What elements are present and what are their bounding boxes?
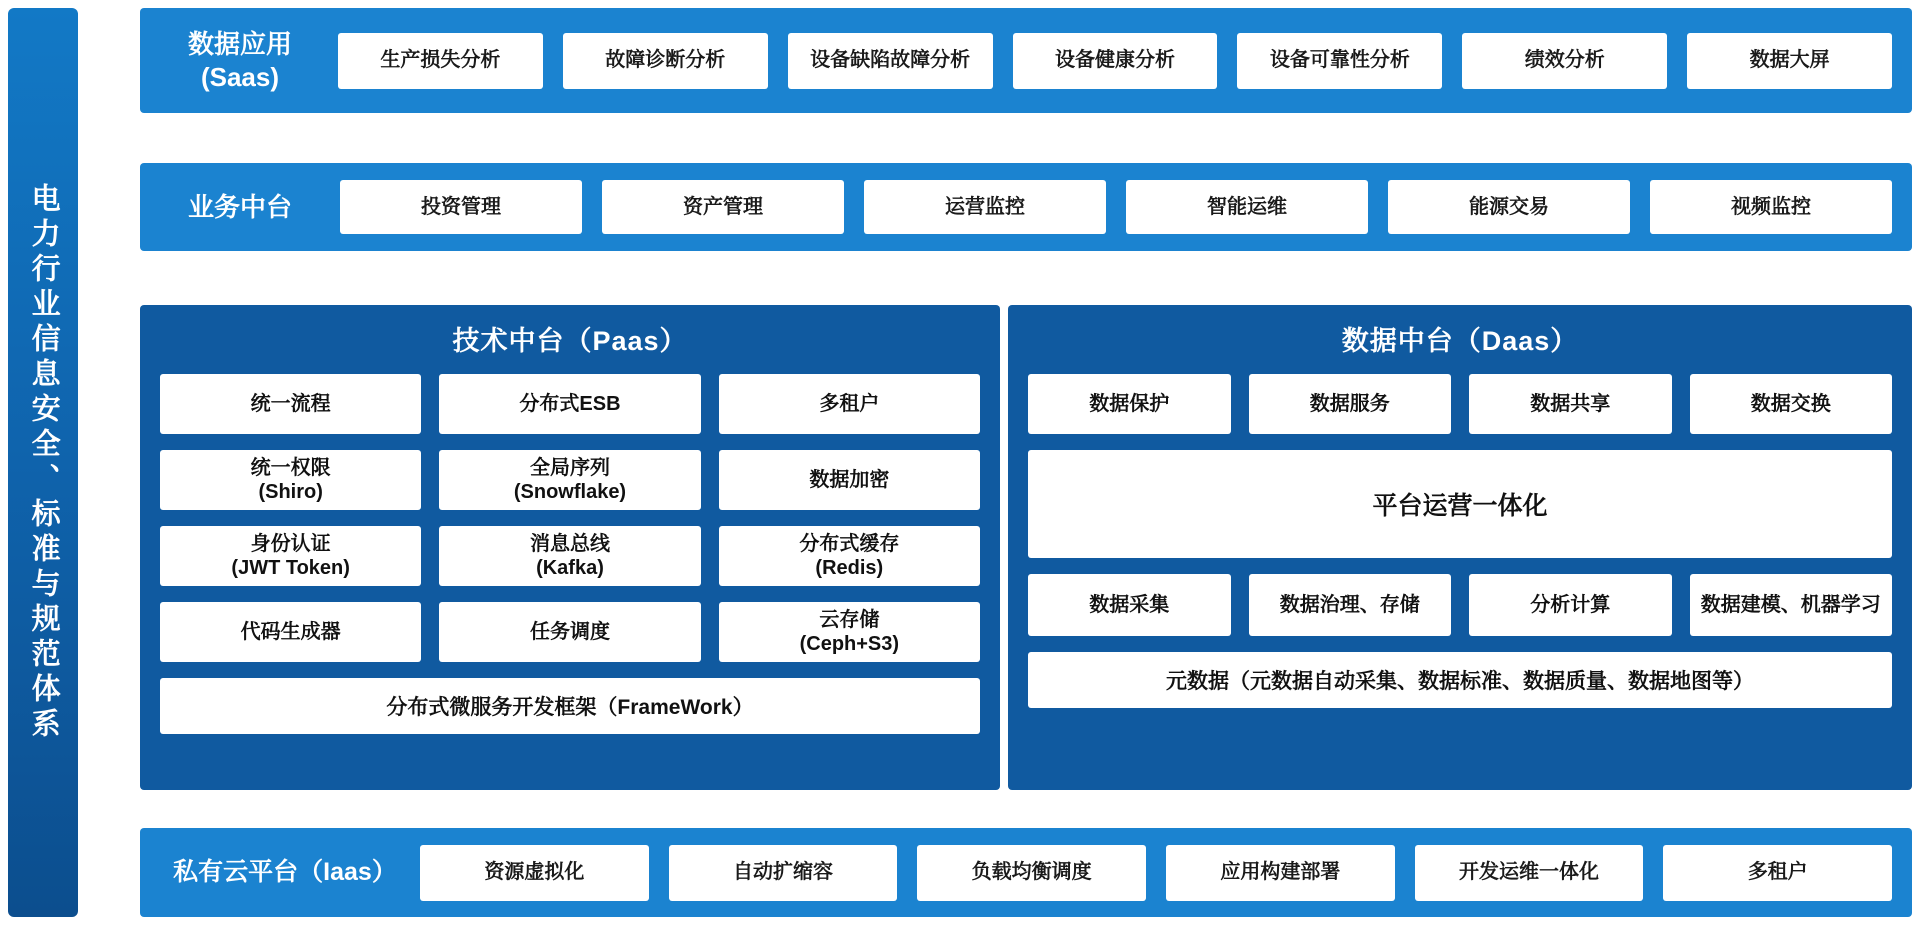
saas-item[interactable]: 设备缺陷故障分析 [788,33,993,89]
layer-daas [1008,305,1912,790]
business-item[interactable]: 视频监控 [1650,180,1892,234]
layer-business-title: 业务中台 [187,191,292,222]
daas-platform-operation-bar[interactable]: 平台运营一体化 [1028,450,1892,558]
iaas-item[interactable]: 负载均衡调度 [917,845,1146,901]
paas-item[interactable]: 数据加密 [719,450,980,510]
saas-item[interactable]: 生产损失分析 [338,33,543,89]
layer-paas [140,305,1000,790]
iaas-item[interactable]: 开发运维一体化 [1415,845,1644,901]
paas-items [160,374,980,662]
daas-item[interactable]: 数据交换 [1690,374,1893,434]
iaas-item[interactable]: 自动扩缩容 [669,845,898,901]
business-item[interactable]: 运营监控 [864,180,1106,234]
layer-iaas-title: 私有云平台（Iaas） [173,857,397,886]
layer-business-platform [140,163,1912,251]
business-item[interactable]: 智能运维 [1126,180,1368,234]
iaas-item[interactable]: 多租户 [1663,845,1892,901]
side-panel-security-standards [8,8,78,917]
daas-metadata-bar[interactable]: 元数据（元数据自动采集、数据标准、数据质量、数据地图等） [1028,652,1892,708]
iaas-item[interactable]: 资源虚拟化 [420,845,649,901]
business-item[interactable]: 投资管理 [340,180,582,234]
layer-iaas [140,828,1912,917]
daas-bottom-items [1028,574,1892,636]
business-item[interactable]: 资产管理 [602,180,844,234]
paas-item[interactable]: 代码生成器 [160,602,421,662]
layer-iaas-items [420,845,1892,901]
layer-paas-title: 技术中台（Paas） [452,326,688,356]
layer-saas-items [338,33,1892,89]
daas-item[interactable]: 数据保护 [1028,374,1231,434]
side-panel-label: 电力行业信息安全、标准与规范体系 [27,182,60,743]
daas-item[interactable]: 数据治理、存储 [1249,574,1452,636]
paas-item[interactable]: 消息总线 (Kafka) [439,526,700,586]
paas-item[interactable]: 任务调度 [439,602,700,662]
saas-item[interactable]: 设备健康分析 [1013,33,1218,89]
layer-saas-title-line1: 数据应用 [187,29,292,59]
business-item[interactable]: 能源交易 [1388,180,1630,234]
daas-item[interactable]: 数据服务 [1249,374,1452,434]
layer-business-items [340,180,1892,234]
daas-item[interactable]: 分析计算 [1469,574,1672,636]
paas-item[interactable]: 分布式ESB [439,374,700,434]
layer-daas-title: 数据中台（Daas） [1341,326,1579,356]
saas-item[interactable]: 设备可靠性分析 [1237,33,1442,89]
iaas-item[interactable]: 应用构建部署 [1166,845,1395,901]
layer-saas-title [160,28,320,93]
paas-item[interactable]: 云存储 (Ceph+S3) [719,602,980,662]
daas-item[interactable]: 数据建模、机器学习 [1690,574,1893,636]
paas-item[interactable]: 统一流程 [160,374,421,434]
paas-framework-bar[interactable]: 分布式微服务开发框架（FrameWork） [160,678,980,734]
saas-item[interactable]: 故障诊断分析 [563,33,768,89]
daas-item[interactable]: 数据共享 [1469,374,1672,434]
paas-item[interactable]: 全局序列 (Snowflake) [439,450,700,510]
saas-item[interactable]: 绩效分析 [1462,33,1667,89]
paas-item[interactable]: 统一权限 (Shiro) [160,450,421,510]
saas-item[interactable]: 数据大屏 [1687,33,1892,89]
paas-item[interactable]: 分布式缓存 (Redis) [719,526,980,586]
paas-item[interactable]: 多租户 [719,374,980,434]
daas-top-items [1028,374,1892,434]
layer-saas [140,8,1912,113]
layer-saas-title-line2: (Saas) [200,61,280,92]
paas-item[interactable]: 身份认证 (JWT Token) [160,526,421,586]
daas-item[interactable]: 数据采集 [1028,574,1231,636]
